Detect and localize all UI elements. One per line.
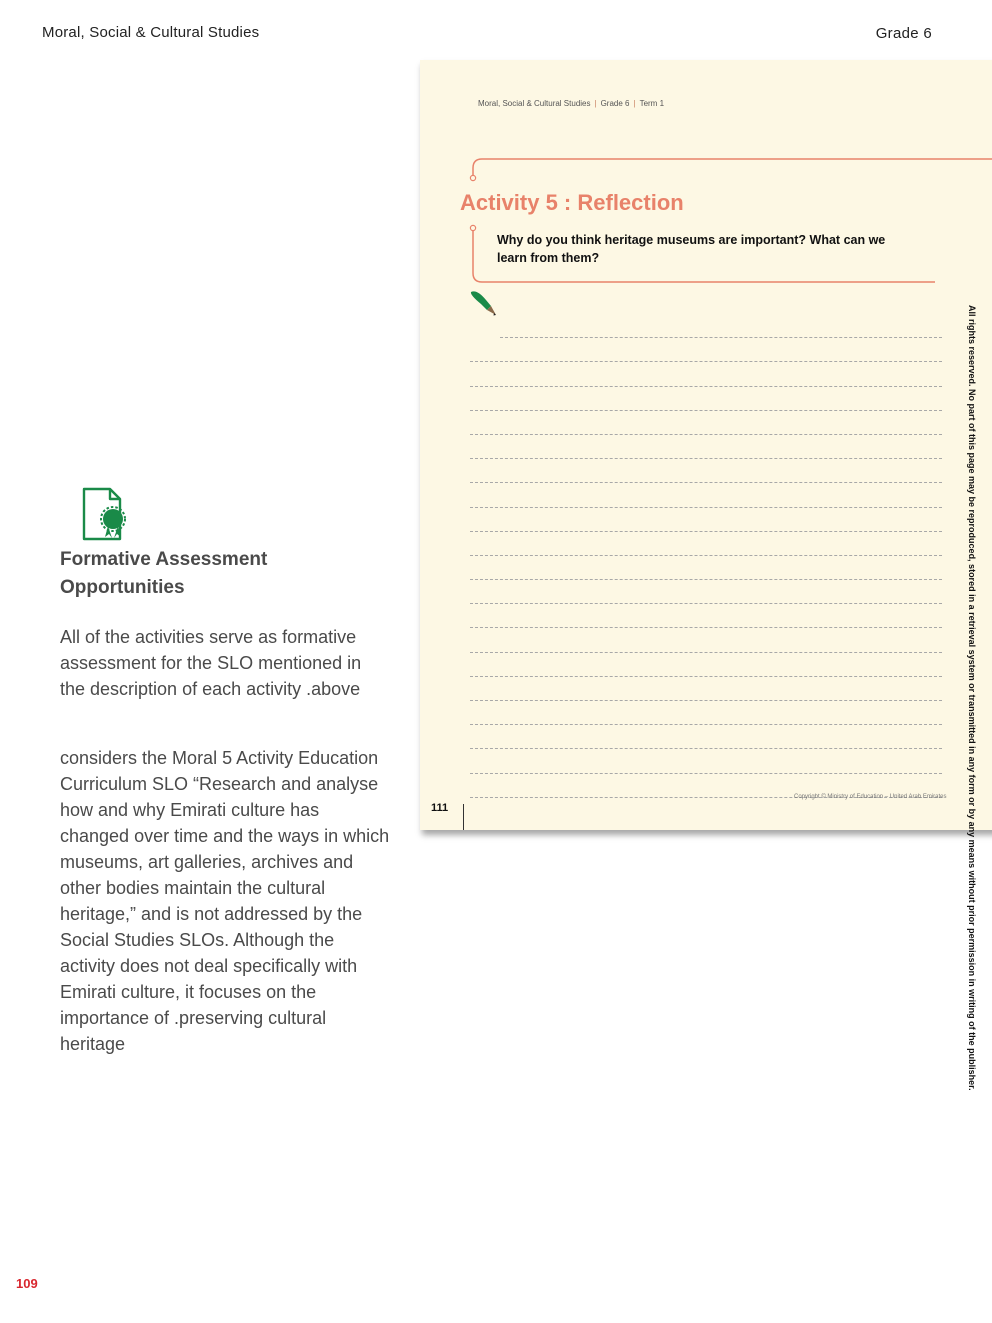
formative-paragraph-1: All of the activities serve as formative assessment for the SLO mentioned in the description of each activity .above <box>60 627 362 699</box>
writing-lines[interactable] <box>470 314 942 798</box>
formative-title: Formative Assessment Opportunities <box>60 549 268 598</box>
writing-line[interactable] <box>470 749 942 773</box>
worksheet-page-number: 111 <box>431 802 449 814</box>
page-number: 109 <box>16 1276 38 1291</box>
activity-question: Why do you think heritage museums are important? What can we learn from them? <box>497 233 886 265</box>
writing-line[interactable] <box>470 701 942 725</box>
writing-line[interactable] <box>470 556 942 580</box>
rights-notice: All rights reserved. No part of this page may be reproduced, stored in a retrieval system or transmitted in any form or by any means without prior permission in writing of the publisher. <box>967 305 977 1091</box>
writing-line[interactable] <box>500 314 942 338</box>
writing-line[interactable] <box>470 725 942 749</box>
writing-line[interactable] <box>470 580 942 604</box>
writing-line[interactable] <box>470 459 942 483</box>
header-grade: Grade 6 <box>875 25 932 42</box>
writing-line[interactable] <box>470 387 942 411</box>
writing-line[interactable] <box>470 362 942 386</box>
writing-line[interactable] <box>470 435 942 459</box>
writing-line[interactable] <box>470 628 942 652</box>
certificate-document-icon <box>82 487 126 543</box>
writing-line[interactable] <box>470 338 942 362</box>
writing-line[interactable] <box>470 508 942 532</box>
breadcrumb-subject: Moral, Social & Cultural Studies <box>478 99 591 108</box>
writing-line[interactable] <box>470 532 942 556</box>
header-subject: Moral, Social & Cultural Studies <box>42 24 260 41</box>
writing-line[interactable] <box>470 604 942 628</box>
activity-title: Activity 5 : Reflection <box>460 190 684 215</box>
worksheet-breadcrumb: Moral, Social & Cultural Studies | Grade 6 | Term 1 <box>478 99 665 108</box>
writing-line[interactable] <box>470 653 942 677</box>
worksheet-page <box>420 60 992 830</box>
formative-paragraph-2: considers the Moral 5 Activity Education Curriculum SLO “Research and analyse how and why Emirati culture has changed over time and the ways in which museums, art galleries, archives and other bodies maintain the cultural heritage,” and is not addressed by the Social Studies SLOs. Although the activity does not deal specifically with Emirati culture, it focuses on the importance of .preserving cultural heritage <box>60 748 390 1054</box>
page-number-divider <box>463 804 464 830</box>
worksheet-copyright: Copyright © Ministry of Education – United Arab Emirates <box>794 794 947 800</box>
breadcrumb-term: Term 1 <box>639 99 665 108</box>
writing-line[interactable] <box>470 483 942 507</box>
writing-line[interactable] <box>470 677 942 701</box>
breadcrumb-grade: Grade 6 <box>600 99 630 108</box>
writing-line[interactable] <box>470 411 942 435</box>
